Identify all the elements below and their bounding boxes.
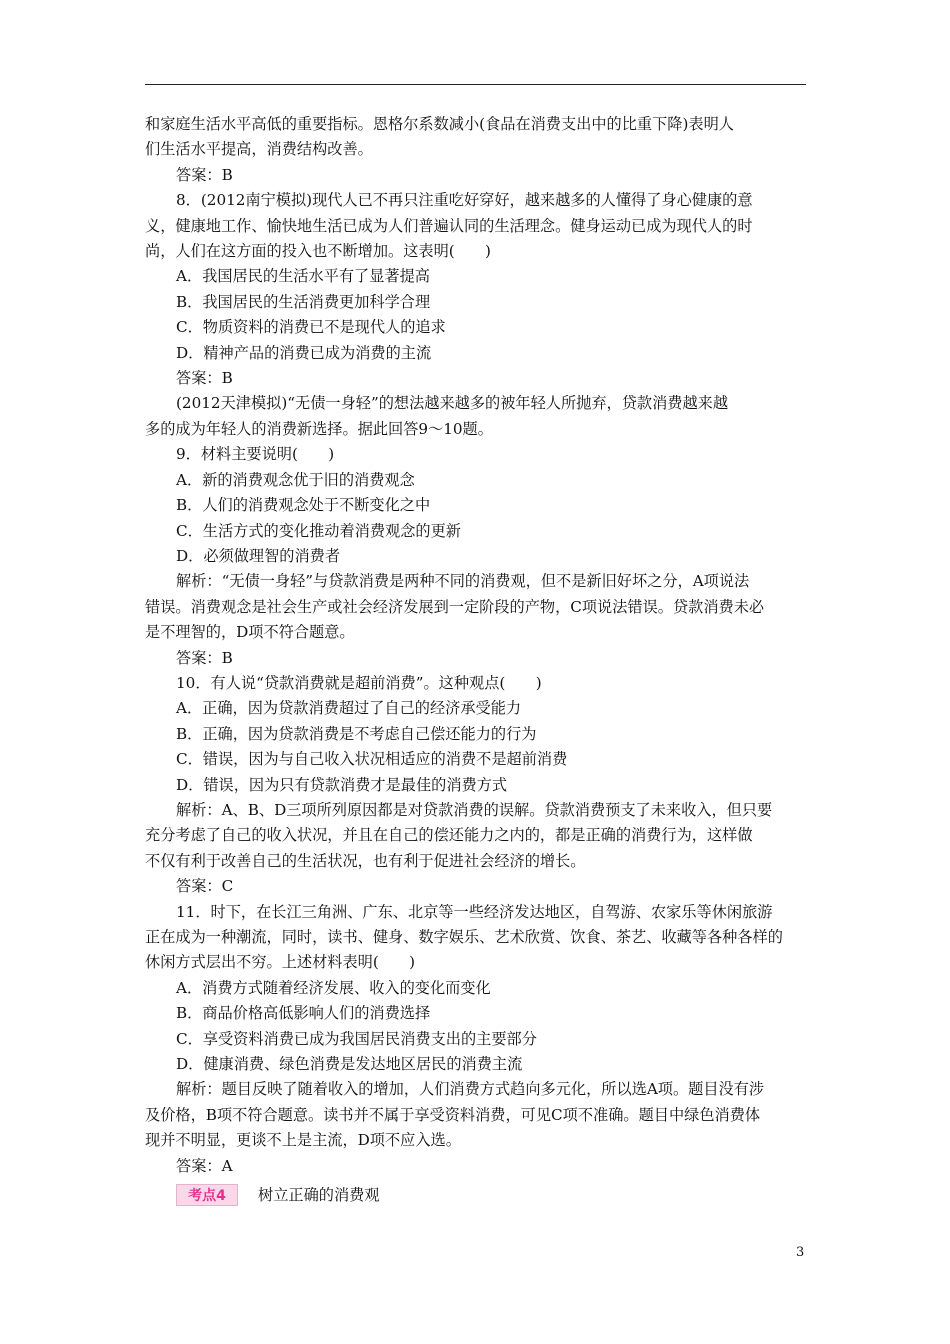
q8-answer: 答案：B (176, 369, 233, 388)
q11-stem-line-2: 正在成为一种潮流，同时，读书、健身、数字娱乐、艺术欣赏、饮食、茶艺、收藏等各种各样的 (145, 928, 783, 946)
question-11-stem (145, 900, 806, 976)
q9-analysis-line-1: 解析：“无债一身轻”与贷款消费是两种不同的消费观，但不是新旧好坏之分，A项说法 (176, 572, 750, 591)
material-paragraph (145, 391, 806, 442)
q9-analysis-line-2: 错误。消费观念是社会生产或社会经济发展到一定阶段的产物，C项说法错误。贷款消费未必 (145, 597, 765, 616)
q8-stem-line-1: 8．(2012南宁模拟)现代人已不再只注重吃好穿好，越来越多的人懂得了身心健康的意 (176, 191, 753, 210)
q10-option-d: D．错误，因为只有贷款消费才是最佳的消费方式 (176, 775, 508, 794)
page-number: 3 (796, 1245, 805, 1260)
q11-option-a: A．消费方式随着经济发展、收入的变化而变化 (176, 978, 491, 997)
q9-option-c: C．生活方式的变化推动着消费观念的更新 (176, 521, 461, 540)
q8-option-b: B．我国居民的生活消费更加科学合理 (176, 292, 431, 311)
document-body (145, 112, 806, 1209)
q10-analysis (145, 798, 806, 874)
answer-7: 答案：B (176, 165, 233, 184)
q9-stem: 9．材料主要说明( ) (176, 445, 335, 464)
q8-option-a: A．我国居民的生活水平有了显著提高 (176, 267, 430, 286)
intro-paragraph (145, 112, 806, 163)
material-line-1: (2012天津模拟)“无债一身轻”的想法越来越多的被年轻人所抛弃，贷款消费越来越 (176, 394, 729, 413)
q10-option-b: B．正确，因为贷款消费是不考虑自己偿还能力的行为 (176, 724, 537, 743)
q11-analysis-line-3: 现并不明显，更谈不上是主流，D项不应入选。 (145, 1131, 461, 1150)
section-badge: 考点4 (176, 1184, 238, 1206)
q8-stem-line-2: 义，健康地工作、愉快地生活已成为人们普遍认同的生活理念。健身运动已成为现代人的时 (145, 216, 753, 235)
q10-analysis-line-1: 解析：A、B、D三项所列原因都是对贷款消费的误解。贷款消费预支了未来收入，但只要 (176, 800, 773, 819)
q10-option-a: A．正确，因为贷款消费超过了自己的经济承受能力 (176, 699, 522, 718)
section-title: 树立正确的消费观 (258, 1186, 380, 1205)
section-heading (145, 1183, 806, 1209)
q10-option-c: C．错误，因为与自己收入状况相适应的消费不是超前消费 (176, 750, 568, 769)
q8-option-c: C．物质资料的消费已不是现代人的追求 (176, 318, 446, 337)
q9-analysis (145, 569, 806, 645)
q10-analysis-line-2: 充分考虑了自己的收入状况，并且在自己的偿还能力之内的，都是正确的消费行为，这样做 (145, 826, 753, 845)
q9-option-a: A．新的消费观念优于旧的消费观念 (176, 470, 415, 489)
q9-answer: 答案：B (176, 648, 233, 667)
question-8-stem (145, 188, 806, 264)
q10-answer: 答案：C (176, 877, 234, 896)
q11-stem-line-1: 11．时下，在长江三角洲、广东、北京等一些经济发达地区，自驾游、农家乐等休闲旅游 (176, 902, 773, 921)
q11-analysis (145, 1077, 806, 1153)
q11-option-c: C．享受资料消费已成为我国居民消费支出的主要部分 (176, 1029, 537, 1048)
q9-option-b: B．人们的消费观念处于不断变化之中 (176, 496, 431, 515)
q9-option-d: D．必须做理智的消费者 (176, 546, 341, 565)
q11-analysis-line-1: 解析：题目反映了随着收入的增加，人们消费方式趋向多元化，所以选A项。题目没有涉 (176, 1080, 765, 1099)
q11-answer: 答案：A (176, 1156, 233, 1175)
q8-stem-line-3: 尚，人们在这方面的投入也不断增加。这表明( ) (145, 242, 491, 261)
q8-option-d: D．精神产品的消费已成为消费的主流 (176, 343, 432, 362)
header-rule (145, 84, 806, 85)
q9-analysis-line-3: 是不理智的，D项不符合题意。 (145, 623, 355, 642)
q11-analysis-line-2: 及价格，B项不符合题意。读书并不属于享受资料消费，可见C项不准确。题目中绿色消费体 (145, 1105, 761, 1124)
q11-option-d: D．健康消费、绿色消费是发达地区居民的消费主流 (176, 1055, 523, 1074)
intro-line-1: 和家庭生活水平高低的重要指标。恩格尔系数减小(食品在消费支出中的比重下降)表明人 (145, 115, 734, 133)
intro-line-2: 们生活水平提高，消费结构改善。 (145, 140, 373, 159)
q10-analysis-line-3: 不仅有利于改善自己的生活状况，也有利于促进社会经济的增长。 (145, 851, 586, 870)
q11-option-b: B．商品价格高低影响人们的消费选择 (176, 1004, 431, 1023)
q10-stem: 10．有人说“贷款消费就是超前消费”。这种观点( ) (176, 673, 542, 692)
q11-stem-line-3: 休闲方式层出不穷。上述材料表明( ) (145, 953, 416, 972)
material-line-2: 多的成为年轻人的消费新选择。据此回答9～10题。 (145, 419, 493, 438)
